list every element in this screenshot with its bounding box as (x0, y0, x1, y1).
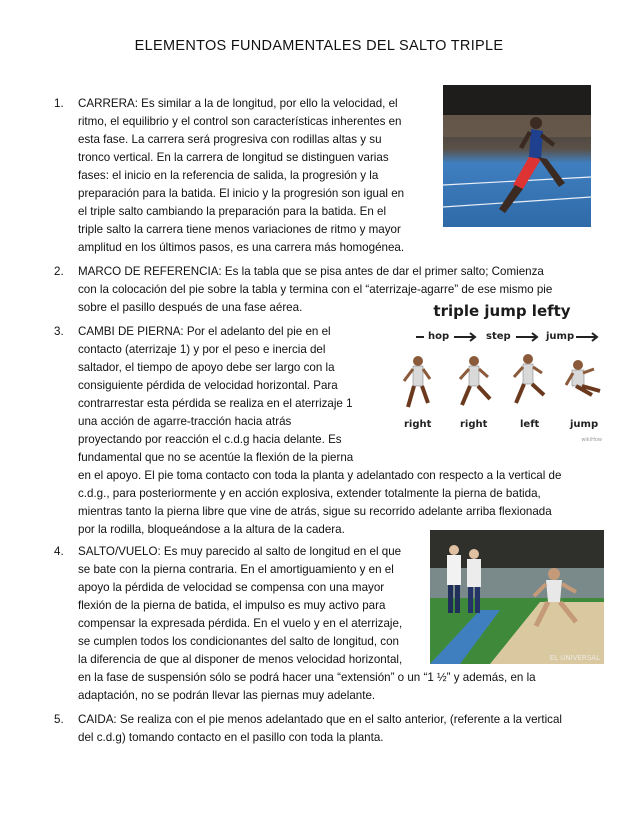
diagram-triple-jump (396, 299, 608, 446)
section-line: preparación para la batida. El inicio y la progresión son igual en (78, 187, 405, 200)
section-line: la diferencia de que al disponer de menos velocidad horizontal, (78, 653, 403, 666)
section-line: consiguiente pérdida de velocidad horizontal. Para (78, 379, 338, 392)
section-number: 4. (54, 545, 64, 558)
section-line: apoyo la pérdida de velocidad se compensa con una mayor (78, 581, 385, 594)
section-line: una acción de agarre-tracción hacia atrás (78, 415, 292, 428)
section-line: flexión de la pierna de batida, el impulso es muy activo para (78, 599, 386, 612)
phase-label-jump: jump (546, 331, 575, 342)
leg-label-4: jump (570, 419, 599, 430)
section-line: saltador, el tiempo de apoyo debe ser largo con la (78, 361, 335, 374)
section-line: se cumplen todos los condicionantes del salto de longitud, con (78, 635, 399, 648)
phase-label-step: step (486, 331, 511, 342)
section-line: por la rodilla, bloqueándose a la altura de la cadera. (78, 523, 345, 536)
athlete-figure-1 (404, 356, 430, 407)
section-line: mientras tanto la pierna libre que vine de atrás, sigue su recorrido adelante arriba flexionada (78, 505, 552, 518)
figure-heading: triple jump lefty (433, 302, 571, 320)
section-line: CAIDA: Se realiza con el pie menos adelantado que en el salto anterior, (referente a la vertical (78, 713, 562, 726)
section-number: 5. (54, 713, 64, 726)
section-number: 3. (54, 325, 64, 338)
photo-athlete-landing (430, 530, 604, 664)
section-line: se bate con la pierna contraria. En el amortiguamiento y en el (78, 563, 394, 576)
athlete-figure-2 (460, 356, 490, 405)
leg-label-2: right (460, 419, 488, 430)
section-line: en la fase de suspensión sólo se podrá hacer una “extensión” o un “1 ½” y además, en la (78, 671, 536, 684)
section-line: adaptación, no se podrán llevar las piernas muy adelante. (78, 689, 376, 702)
section-line: tronco vertical. En la carrera de longitud se distinguen varias (78, 151, 389, 164)
section-line: MARCO DE REFERENCIA: Es la tabla que se pisa antes de dar el primer salto; Comienza (78, 265, 544, 278)
section-line: triple salto la carrera tiene menos variaciones de ritmo y mayor (78, 223, 401, 236)
page-title: ELEMENTOS FUNDAMENTALES DEL SALTO TRIPLE (134, 38, 504, 54)
leg-label-3: left (520, 419, 540, 430)
section-line: el triple salto cambiando la preparación para la batida. En el (78, 205, 387, 218)
section-number: 1. (54, 97, 64, 110)
section-number: 2. (54, 265, 64, 278)
section-line: esta fase. La carrera será progresiva con rodillas altas y su (78, 133, 382, 146)
photo-watermark: EL UNIVERSAL (549, 654, 600, 662)
section-line: fundamental que no se acentúe la flexión de la pierna (78, 451, 354, 464)
section-line: CARRERA: Es similar a la de longitud, por ello la velocidad, el (78, 97, 398, 110)
section-line: CAMBI DE PIERNA: Por el adelanto del pie en el (78, 325, 331, 338)
section-line: SALTO/VUELO: Es muy parecido al salto de longitud en el que (78, 545, 402, 558)
section-line: c.d.g., para posteriormente y en acción explosiva, extender totalmente la pierna de batida, (78, 487, 541, 500)
figure-credit: wikiHow (581, 437, 602, 443)
section-line: proyectando por reacción el c.d.g hacia delante. Es (78, 433, 342, 446)
phase-label-hop: hop (428, 331, 450, 342)
section-line: del c.d.g) tomando contacto en el pasillo con toda la planta. (78, 731, 384, 744)
section-line: ritmo, el equilibrio y el control son características inherentes en (78, 115, 402, 128)
section-line: sobre el pasillo después de una fase aérea. (78, 301, 303, 314)
leg-label-1: right (404, 419, 432, 430)
section-line: contacto (aterrizaje 1) y por el peso e inercia del (78, 343, 326, 356)
athlete-figure-4 (566, 360, 600, 395)
section-line: en el apoyo. El pie toma contacto con toda la planta y adelantado con respecto a la vertical de (78, 469, 562, 482)
section-line: con la colocación del pie sobre la tabla y termina con el “aterrizaje-agarre” de ese mismo pie (78, 283, 553, 296)
section-line: fases: el inicio en la referencia de salida, la progresión y la (78, 169, 379, 182)
section-line: amplitud en los últimos pasos, es una carrera más homogénea. (78, 241, 405, 254)
section-line: contrarrestar esta pérdida se realiza en el aterrizaje 1 (78, 397, 353, 410)
photo-athlete-running (443, 85, 591, 227)
athlete-figure-3 (514, 354, 544, 403)
section-line: compensar la expresada pérdida. En el vuelo y en el aterrizaje, (78, 617, 403, 630)
